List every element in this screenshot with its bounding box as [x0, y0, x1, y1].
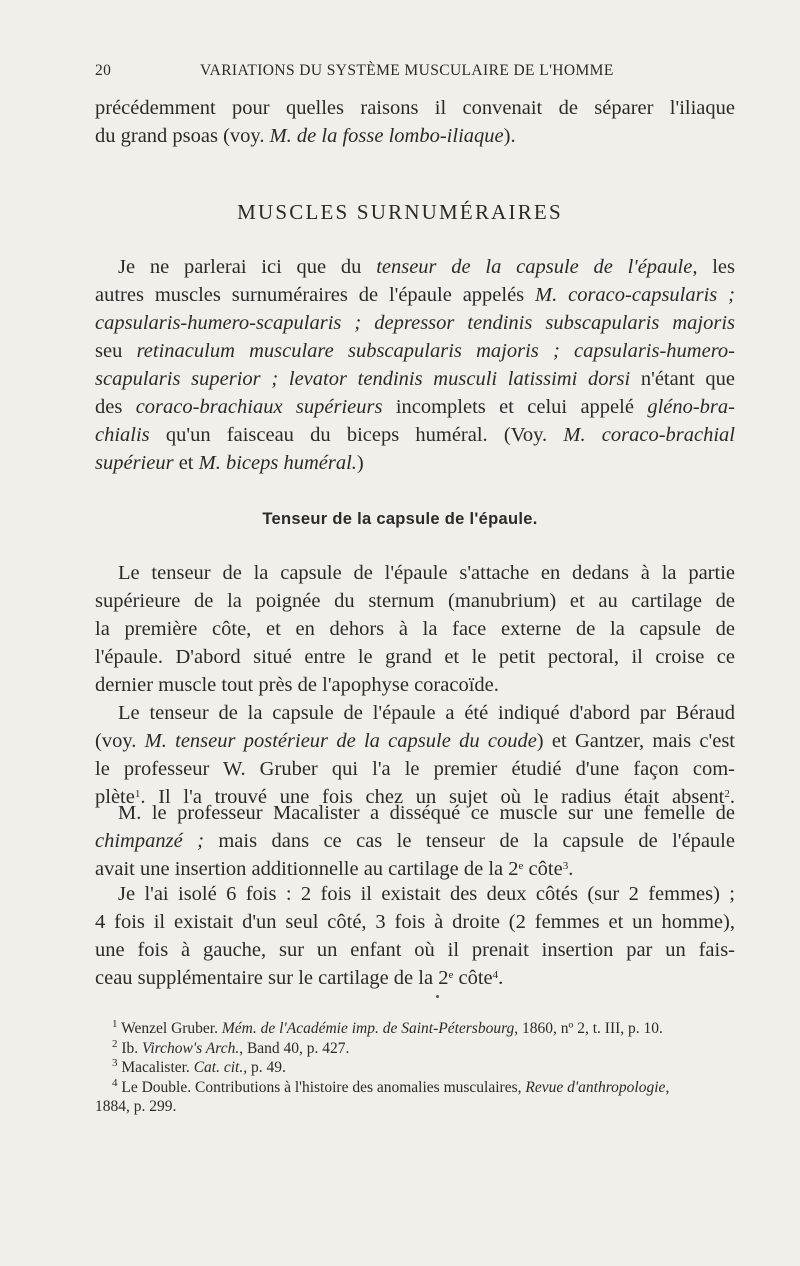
footnote-4-continued: 1884, p. 299.	[95, 1098, 177, 1115]
text-line: Le tenseur de la capsule de l'épaule s'attache en dedans à la partie	[118, 562, 735, 584]
italic-term: tenseur de la capsule de l'épaule	[376, 256, 693, 278]
text-span: qu'un faisceau du biceps huméral. (Voy.	[149, 424, 564, 446]
text-line	[95, 964, 735, 992]
footnote-ref[interactable]: 2	[724, 788, 730, 800]
footnote-4	[95, 1078, 740, 1098]
text-span: (voy.	[95, 730, 145, 752]
text-line: l'épaule. D'abord situé entre le grand et le petit pectoral, il croise ce	[95, 646, 735, 668]
text-span: ceau supplémentaire sur le cartilage de la 2	[95, 967, 449, 989]
footnote-number: 2	[112, 1037, 118, 1050]
text-line	[95, 365, 735, 393]
text-span: Ib.	[121, 1039, 143, 1057]
section-title: MUSCLES SURNUMÉRAIRES	[237, 200, 563, 224]
text-span: seu	[95, 340, 137, 362]
text-line	[95, 827, 735, 855]
intro-paragraph	[95, 94, 735, 150]
text-line: dernier muscle tout près de l'apophyse coracoïde.	[95, 674, 499, 696]
text-span: plète	[95, 786, 135, 808]
italic-reference: M. tenseur postérieur de la capsule du coude	[144, 730, 537, 752]
text-span: ,	[665, 1078, 670, 1096]
footnote-ref[interactable]: 4	[492, 969, 499, 981]
text-span: du grand psoas (voy.	[95, 125, 270, 147]
text-span: , les	[692, 256, 736, 278]
italic-term: gléno-bra-	[647, 396, 735, 418]
text-span: .	[498, 967, 504, 989]
italic-term: retinaculum musculare subscapularis majoris ; capsularis-humero-	[136, 340, 735, 362]
page-number: 20	[95, 62, 112, 79]
footnote-number: 4	[112, 1076, 118, 1089]
text-line: Je l'ai isolé 6 fois : 2 fois il existait des deux côtés (sur 2 femmes) ;	[118, 883, 735, 905]
text-line: précédemment pour quelles raisons il convenait de séparer l'iliaque	[95, 97, 735, 119]
italic-term: M. coraco-brachial	[563, 424, 735, 446]
text-line	[95, 281, 735, 309]
footnote-2	[95, 1039, 740, 1059]
text-line	[95, 449, 735, 477]
footnote-1	[95, 1019, 740, 1039]
text-line	[95, 393, 735, 421]
running-header	[95, 62, 735, 84]
text-line: supérieure de la poignée du sternum (manubrium) et au cartilage de	[95, 590, 735, 612]
paragraph-2	[95, 559, 735, 699]
text-span: . Il l'a trouvé une fois chez un sujet où le radius était absent	[140, 786, 725, 808]
subsection-title: Tenseur de la capsule de l'épaule.	[262, 510, 538, 528]
ordinal-superscript: e	[448, 969, 454, 981]
text-line: la première côte, et en dehors à la face externe de la capsule de	[95, 618, 735, 640]
text-line	[95, 421, 735, 449]
italic-term: chialis	[95, 424, 150, 446]
text-span: Wenzel Gruber.	[121, 1020, 222, 1037]
text-span: , Band 40, p. 427.	[239, 1039, 350, 1057]
text-span: Le Double. Contributions à l'histoire des anomalies musculaires,	[121, 1078, 526, 1096]
footnote-3	[95, 1058, 740, 1078]
text-span: côte	[453, 967, 493, 989]
text-line	[95, 727, 735, 755]
text-span: n'étant que	[630, 368, 735, 390]
italic-term: M. biceps huméral.	[198, 452, 357, 474]
text-span: Macalister.	[121, 1059, 194, 1076]
text-line: une fois à gauche, sur un enfant où il prenait insertion par un fais-	[95, 939, 735, 961]
italic-term: chimpanzé ;	[95, 830, 204, 852]
italic-reference: Virchow's Arch.	[142, 1039, 240, 1057]
text-line	[95, 309, 735, 337]
ordinal-superscript: e	[518, 860, 524, 872]
text-line	[95, 253, 735, 281]
text-span: , p. 49.	[243, 1059, 286, 1076]
footnotes	[95, 1019, 740, 1117]
text-line: M. le professeur Macalister a disséqué ce muscle sur une femelle de	[118, 802, 735, 824]
text-span: autres muscles surnuméraires de l'épaule appelés	[95, 284, 536, 306]
text-span: avait une insertion additionnelle au cartilage de la 2	[95, 858, 519, 880]
text-line	[95, 337, 735, 365]
italic-term: capsularis-humero-scapularis ; depressor tendinis subscapularis majoris	[95, 312, 735, 334]
paragraph-5	[95, 880, 735, 992]
footnote-number: 1	[112, 1018, 118, 1030]
text-line: 4 fois il existait d'un seul côté, 3 fois à droite (2 femmes et un homme),	[95, 911, 735, 933]
italic-reference: Mém. de l'Académie imp. de Saint-Pétersbourg	[221, 1020, 515, 1037]
text-span: )	[356, 452, 364, 474]
text-span: .	[568, 858, 574, 880]
text-span: ) et Gantzer, mais c'est	[536, 730, 735, 752]
footnote-number: 3	[112, 1057, 118, 1069]
footnote-ref[interactable]: 3	[562, 860, 569, 872]
italic-term: M. coraco-capsularis ;	[535, 284, 735, 306]
running-title: VARIATIONS DU SYSTÈME MUSCULAIRE DE L'HOMME	[200, 62, 614, 79]
italic-term: scapularis superior ; levator tendinis musculi latissimi dorsi	[95, 368, 631, 390]
text-span: et	[173, 452, 199, 474]
text-span: , 1860, nº 2, t. III, p. 10.	[514, 1020, 663, 1037]
text-line: Le tenseur de la capsule de l'épaule a été indiqué d'abord par Béraud	[118, 702, 735, 724]
italic-term: coraco-brachiaux supérieurs	[135, 396, 383, 418]
italic-reference: M. de la fosse lombo-iliaque	[269, 125, 504, 147]
footnote-ref[interactable]: 1	[134, 788, 141, 800]
text-span: mais dans ce cas le tenseur de la capsule de l'épaule	[203, 830, 735, 852]
paragraph-3	[95, 699, 735, 811]
paragraph-1	[95, 253, 735, 477]
italic-reference: Cat. cit.	[193, 1059, 244, 1076]
text-span: Je ne parlerai ici que du	[118, 256, 377, 278]
text-span: côte	[523, 858, 563, 880]
separator-dot	[436, 995, 439, 998]
text-line	[95, 855, 735, 883]
italic-reference: Revue d'anthropologie	[525, 1078, 666, 1096]
paragraph-4	[95, 799, 735, 883]
text-line: le professeur W. Gruber qui l'a le premier étudié d'une façon com-	[95, 758, 735, 780]
text-span: des	[95, 396, 136, 418]
italic-term: supérieur	[95, 452, 174, 474]
text-span: ).	[503, 125, 516, 147]
text-line	[95, 122, 735, 150]
text-span: .	[729, 786, 735, 808]
text-span: incomplets et celui appelé	[382, 396, 648, 418]
